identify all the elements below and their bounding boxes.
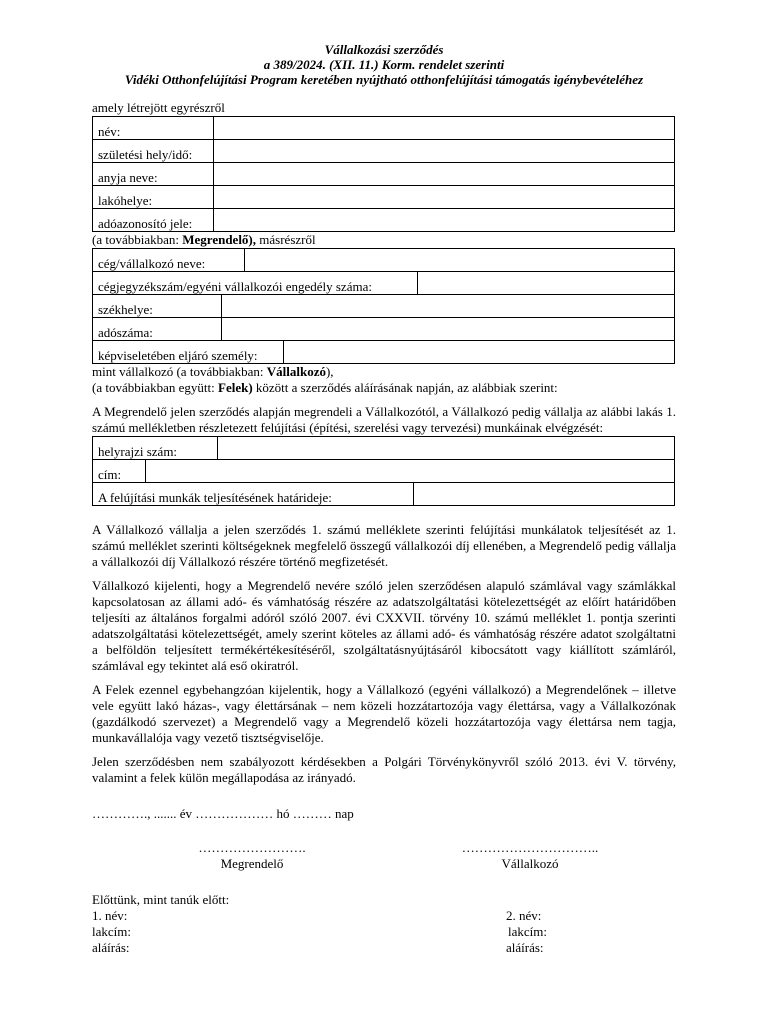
paragraph-2: Vállalkozó kijelenti, hogy a Megrendelő nevére szóló jelen szerződésen alapuló számlával vagy számlákkal kapcsolatosan az állami adó- és vámhatóság részére az adatszolgáltatási kötelezettségét az előírt határidőben teljesíti az általános forgalmi adóról szóló 2007. évi CXXVII. törvény 10. számú melléklet 1. pontja szerinti adatszolgáltatási kötelezettségét, amely szerint köteles az állami adó- és vámhatóság részére adatot szolgáltatni a belföldön teljesített termékértékesítéséről, szolgáltatásnyújtásáról kibocsátott vagy kiállított számláról, számlával egy tekintet alá eső okiratról. <box>92 578 676 673</box>
property-field-label: A felújítási munkák teljesítésének határideje: <box>93 483 414 505</box>
contractor-field-label: cég/vállalkozó neve: <box>93 249 245 271</box>
intro-text: amely létrejött egyrészről <box>92 100 225 115</box>
customer-alias: (a továbbiakban: Megrendelő), másrészről <box>92 232 316 247</box>
signature-row <box>92 840 676 876</box>
witness-2: 2. név: lakcím: aláírás: <box>506 908 547 955</box>
customer-field-label: adóazonosító jele: <box>93 209 214 232</box>
contractor-alias: mint vállalkozó (a továbbiakban: Vállalkozó), <box>92 364 334 379</box>
customer-field-label: név: <box>93 117 214 140</box>
table-row <box>93 460 675 483</box>
contractor-field-label: cégjegyzékszám/egyéni vállalkozói engedély száma: <box>93 272 418 294</box>
table-row <box>93 117 675 140</box>
contractor-seat-field[interactable] <box>222 295 675 317</box>
table-row <box>93 249 675 272</box>
property-field-label: cím: <box>93 460 146 482</box>
table-row <box>93 318 675 341</box>
parcel-number-field[interactable] <box>218 437 675 460</box>
contractor-table <box>92 248 675 364</box>
customer-address-field[interactable] <box>214 186 675 209</box>
paragraph-1: A Vállalkozó vállalja a jelen szerződés 1. számú melléklete szerinti felújítási munkálatok teljesítését az 1. számú melléklet szerinti költségeknek megfelelő összegű vállalkozói díj ellenében, a Megrendelő pedig vállalja a vállalkozói díj Vállalkozó részére történő megfizetését. <box>92 522 676 569</box>
contract-page <box>92 42 676 956</box>
order-paragraph: A Megrendelő jelen szerződés alapján megrendeli a Vállalkozótól, a Vállalkozó pedig vállalja az alábbi lakás 1. számú mellékletben részletezett felújítási (építési, szerelési vagy tervezési) munkáinak elvégzését: <box>92 404 676 435</box>
customer-signature-dots: ……………………. <box>198 840 306 855</box>
contractor-representative-field[interactable] <box>284 341 675 363</box>
deadline-field[interactable] <box>414 483 675 505</box>
contractor-registration-field[interactable] <box>418 272 675 294</box>
table-row <box>93 272 675 295</box>
contractor-field-label: adószáma: <box>93 318 222 340</box>
customer-signature-label: Megrendelő <box>220 856 284 871</box>
contractor-signature-dots: ………………………….. <box>461 840 599 855</box>
property-table <box>92 436 675 506</box>
document-title <box>92 42 676 87</box>
customer-birth-field[interactable] <box>214 140 675 163</box>
contractor-signature-label: Vállalkozó <box>501 856 559 871</box>
title-line-1: Vállalkozási szerződés <box>324 42 444 57</box>
customer-mother-name-field[interactable] <box>214 163 675 186</box>
paragraph-3: A Felek ezennel egybehangzóan kijelentik, hogy a Vállalkozó (egyéni vállalkozó) a Megrendelőnek – illetve vele együtt lakó házas-, vagy élettársának – nem közeli hozzátartozója vagy élettársa, vagy a Vállalkozónak (gazdálkodó szervezet) a Megrendelő vagy a Megrendelő közeli hozzátartozója vagy élettársa nem tagja, munkavállalója vagy vezető tisztségviselője. <box>92 682 676 745</box>
contractor-signature <box>440 840 620 872</box>
customer-field-label: születési hely/idő: <box>93 140 214 163</box>
customer-signature <box>172 840 332 872</box>
contractor-field-label: székhelye: <box>93 295 222 317</box>
table-row <box>93 186 675 209</box>
table-row <box>93 140 675 163</box>
witness-1: 1. név: lakcím: aláírás: <box>92 908 131 955</box>
contractor-name-field[interactable] <box>245 249 675 271</box>
paragraph-4: Jelen szerződésben nem szabályozott kérdésekben a Polgári Törvénykönyvről szóló 2013. évi V. törvény, valamint a felek külön megállapodása az irányadó. <box>92 754 676 785</box>
title-line-2: a 389/2024. (XII. 11.) Korm. rendelet szerinti <box>263 57 505 72</box>
witness-block <box>92 908 676 956</box>
customer-field-label: lakóhelye: <box>93 186 214 209</box>
property-address-field[interactable] <box>146 460 675 482</box>
table-row <box>93 163 675 186</box>
parties-line: (a továbbiakban együtt: Felek) között a szerződés aláírásának napján, az alábbiak szerint: <box>92 380 558 395</box>
table-row <box>93 209 675 232</box>
table-row <box>93 295 675 318</box>
table-row <box>93 483 675 506</box>
title-line-3: Vidéki Otthonfelújítási Program keretében nyújtható otthonfelújítási támogatás igénybevételéhez <box>124 72 644 87</box>
customer-name-field[interactable] <box>214 117 675 140</box>
date-line: …………., ....... év ……………… hó ……… nap <box>92 806 354 821</box>
property-field-label: helyrajzi szám: <box>93 437 218 460</box>
customer-table <box>92 116 675 232</box>
customer-tax-id-field[interactable] <box>214 209 675 232</box>
contractor-tax-number-field[interactable] <box>222 318 675 340</box>
table-row <box>93 341 675 364</box>
customer-field-label: anyja neve: <box>93 163 214 186</box>
table-row <box>93 437 675 460</box>
witness-heading: Előttünk, mint tanúk előtt: <box>92 892 230 907</box>
contractor-field-label: képviseletében eljáró személy: <box>93 341 284 363</box>
